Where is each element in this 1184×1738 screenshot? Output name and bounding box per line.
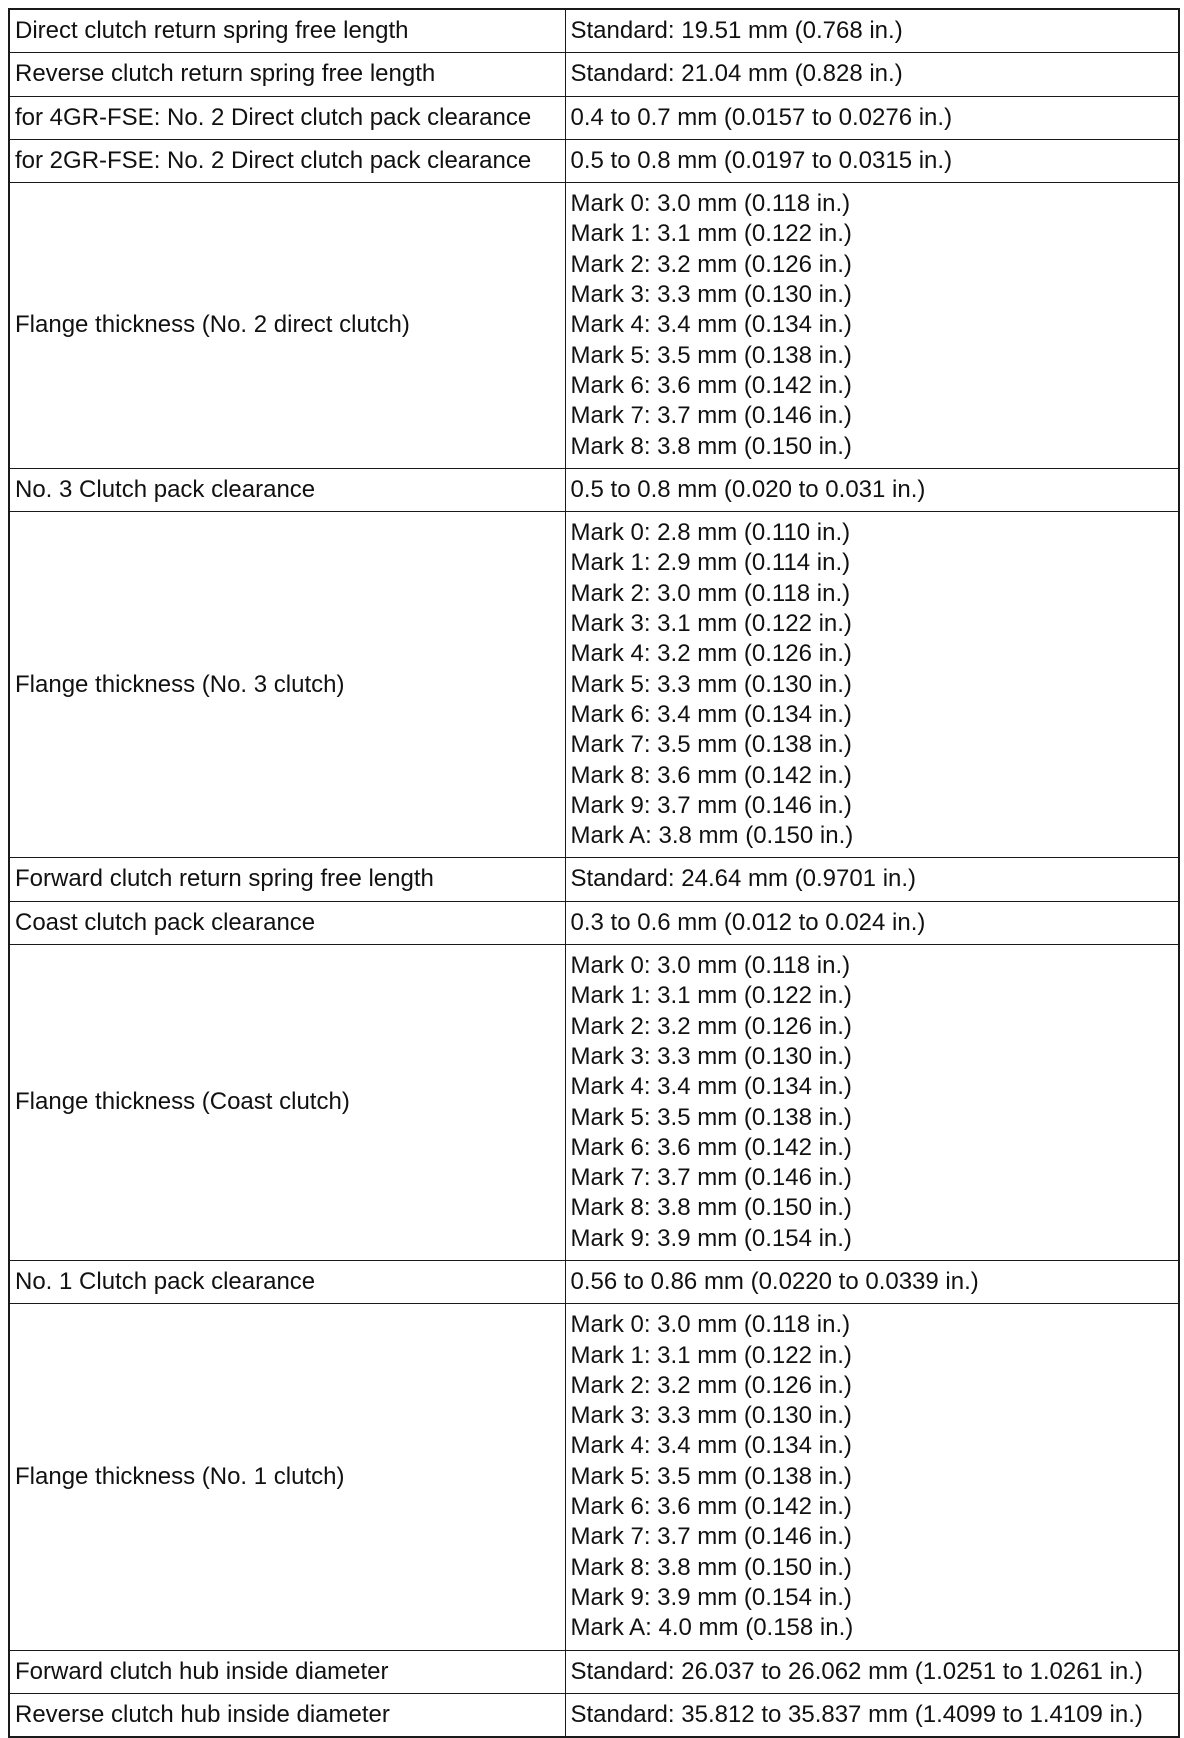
spec-item-cell: Reverse clutch return spring free length	[9, 53, 565, 96]
spec-value-line: 0.4 to 0.7 mm (0.0157 to 0.0276 in.)	[570, 103, 953, 131]
spec-value-line: Mark 2: 3.2 mm (0.126 in.)	[570, 1371, 852, 1399]
table-row	[9, 468, 1179, 511]
spec-value-line: 0.56 to 0.86 mm (0.0220 to 0.0339 in.)	[570, 1267, 979, 1295]
spec-value-line: Mark 3: 3.3 mm (0.130 in.)	[570, 1402, 852, 1430]
spec-value-line: Mark 7: 3.5 mm (0.138 in.)	[570, 731, 852, 759]
spec-value-line: Mark 6: 3.6 mm (0.142 in.)	[570, 371, 852, 399]
spec-value-cell	[565, 183, 1179, 469]
spec-value-cell	[565, 858, 1179, 901]
table-row	[9, 1650, 1179, 1693]
spec-value-line: Mark 0: 3.0 mm (0.118 in.)	[570, 190, 851, 218]
spec-value-line: Mark 5: 3.3 mm (0.130 in.)	[570, 670, 852, 698]
spec-value-line: Mark 9: 3.9 mm (0.154 in.)	[570, 1224, 852, 1252]
spec-value-cell	[565, 1650, 1179, 1693]
spec-value-cell	[565, 96, 1179, 139]
spec-value-line: Mark 6: 3.4 mm (0.134 in.)	[570, 700, 852, 728]
spec-item-cell: for 2GR-FSE: No. 2 Direct clutch pack clearance	[9, 139, 565, 182]
spec-value-line: Mark 0: 2.8 mm (0.110 in.)	[570, 519, 851, 547]
spec-value-cell	[565, 1693, 1179, 1737]
spec-item-cell: No. 3 Clutch pack clearance	[9, 468, 565, 511]
table-row	[9, 901, 1179, 944]
spec-value-line: Mark 5: 3.5 mm (0.138 in.)	[570, 1462, 852, 1490]
spec-item-cell: Coast clutch pack clearance	[9, 901, 565, 944]
spec-value-line: Mark 4: 3.2 mm (0.126 in.)	[570, 640, 852, 668]
spec-value-line: Mark 7: 3.7 mm (0.146 in.)	[570, 1164, 852, 1192]
spec-value-cell	[565, 9, 1179, 53]
spec-value-line: Mark 7: 3.7 mm (0.146 in.)	[570, 1523, 852, 1551]
specification-table-body	[9, 9, 1179, 1737]
table-row	[9, 858, 1179, 901]
table-row	[9, 512, 1179, 858]
spec-value-line: 0.3 to 0.6 mm (0.012 to 0.024 in.)	[570, 908, 926, 936]
spec-value-line: Mark A: 4.0 mm (0.158 in.)	[570, 1614, 854, 1642]
spec-value-line: Mark 4: 3.4 mm (0.134 in.)	[570, 1432, 852, 1460]
spec-value-cell	[565, 468, 1179, 511]
spec-value-line: Mark 0: 3.0 mm (0.118 in.)	[570, 1311, 851, 1339]
table-row	[9, 139, 1179, 182]
spec-value-line: Mark 6: 3.6 mm (0.142 in.)	[570, 1133, 852, 1161]
spec-item-cell: Flange thickness (No. 2 direct clutch)	[9, 183, 565, 469]
spec-item-cell: Forward clutch hub inside diameter	[9, 1650, 565, 1693]
spec-value-line: Mark 8: 3.8 mm (0.150 in.)	[570, 432, 852, 460]
spec-value-line: Mark 4: 3.4 mm (0.134 in.)	[570, 311, 852, 339]
spec-value-line: Mark 3: 3.3 mm (0.130 in.)	[570, 281, 852, 309]
spec-value-line: Mark 6: 3.6 mm (0.142 in.)	[570, 1493, 852, 1521]
spec-value-line: Mark 1: 3.1 mm (0.122 in.)	[570, 1341, 852, 1369]
spec-value-line: Mark 2: 3.2 mm (0.126 in.)	[570, 1012, 852, 1040]
spec-value-line: Mark 3: 3.1 mm (0.122 in.)	[570, 610, 852, 638]
table-row	[9, 1260, 1179, 1303]
spec-value-line: Mark 1: 3.1 mm (0.122 in.)	[570, 220, 852, 248]
spec-value-line: Standard: 19.51 mm (0.768 in.)	[570, 17, 903, 44]
spec-value-cell	[565, 901, 1179, 944]
specification-table	[8, 8, 1180, 1738]
spec-value-cell	[565, 1260, 1179, 1303]
spec-value-line: Mark 2: 3.2 mm (0.126 in.)	[570, 250, 852, 278]
spec-value-line: Standard: 35.812 to 35.837 mm (1.4099 to 1.4109 in.)	[570, 1700, 1143, 1728]
spec-item-cell: for 4GR-FSE: No. 2 Direct clutch pack clearance	[9, 96, 565, 139]
table-row	[9, 53, 1179, 96]
table-row	[9, 183, 1179, 469]
table-row	[9, 1693, 1179, 1737]
spec-value-line: 0.5 to 0.8 mm (0.0197 to 0.0315 in.)	[570, 146, 953, 174]
spec-value-line: Mark 5: 3.5 mm (0.138 in.)	[570, 341, 852, 369]
spec-value-line: Mark 8: 3.8 mm (0.150 in.)	[570, 1553, 852, 1581]
spec-value-line: Mark 1: 3.1 mm (0.122 in.)	[570, 982, 852, 1010]
spec-item-cell: Flange thickness (No. 1 clutch)	[9, 1304, 565, 1650]
spec-value-cell	[565, 1304, 1179, 1650]
spec-value-line: Mark 8: 3.8 mm (0.150 in.)	[570, 1194, 852, 1222]
spec-value-cell	[565, 53, 1179, 96]
table-row	[9, 96, 1179, 139]
spec-value-line: Mark 1: 2.9 mm (0.114 in.)	[570, 549, 851, 577]
spec-value-line: Mark 5: 3.5 mm (0.138 in.)	[570, 1103, 852, 1131]
spec-value-line: Standard: 26.037 to 26.062 mm (1.0251 to 1.0261 in.)	[570, 1657, 1143, 1685]
spec-item-cell: Reverse clutch hub inside diameter	[9, 1693, 565, 1737]
spec-value-line: Mark 0: 3.0 mm (0.118 in.)	[570, 952, 851, 980]
spec-item-cell: Flange thickness (No. 3 clutch)	[9, 512, 565, 858]
spec-value-line: 0.5 to 0.8 mm (0.020 to 0.031 in.)	[570, 475, 926, 503]
spec-value-line: Mark A: 3.8 mm (0.150 in.)	[570, 822, 854, 850]
spec-value-cell	[565, 945, 1179, 1261]
spec-item-cell: Flange thickness (Coast clutch)	[9, 945, 565, 1261]
spec-value-cell	[565, 139, 1179, 182]
spec-item-cell: Forward clutch return spring free length	[9, 858, 565, 901]
spec-value-line: Mark 9: 3.7 mm (0.146 in.)	[570, 791, 852, 819]
table-row	[9, 945, 1179, 1261]
spec-value-line: Mark 2: 3.0 mm (0.118 in.)	[570, 579, 851, 607]
spec-value-line: Standard: 21.04 mm (0.828 in.)	[570, 60, 903, 88]
spec-value-line: Standard: 24.64 mm (0.9701 in.)	[570, 865, 917, 893]
spec-value-line: Mark 9: 3.9 mm (0.154 in.)	[570, 1583, 852, 1611]
table-row	[9, 1304, 1179, 1650]
table-row	[9, 9, 1179, 53]
spec-value-line: Mark 7: 3.7 mm (0.146 in.)	[570, 402, 852, 430]
spec-value-line: Mark 4: 3.4 mm (0.134 in.)	[570, 1073, 852, 1101]
spec-item-cell: No. 1 Clutch pack clearance	[9, 1260, 565, 1303]
spec-value-cell	[565, 512, 1179, 858]
spec-value-line: Mark 3: 3.3 mm (0.130 in.)	[570, 1042, 852, 1070]
spec-value-line: Mark 8: 3.6 mm (0.142 in.)	[570, 761, 852, 789]
spec-item-cell: Direct clutch return spring free length	[9, 9, 565, 53]
